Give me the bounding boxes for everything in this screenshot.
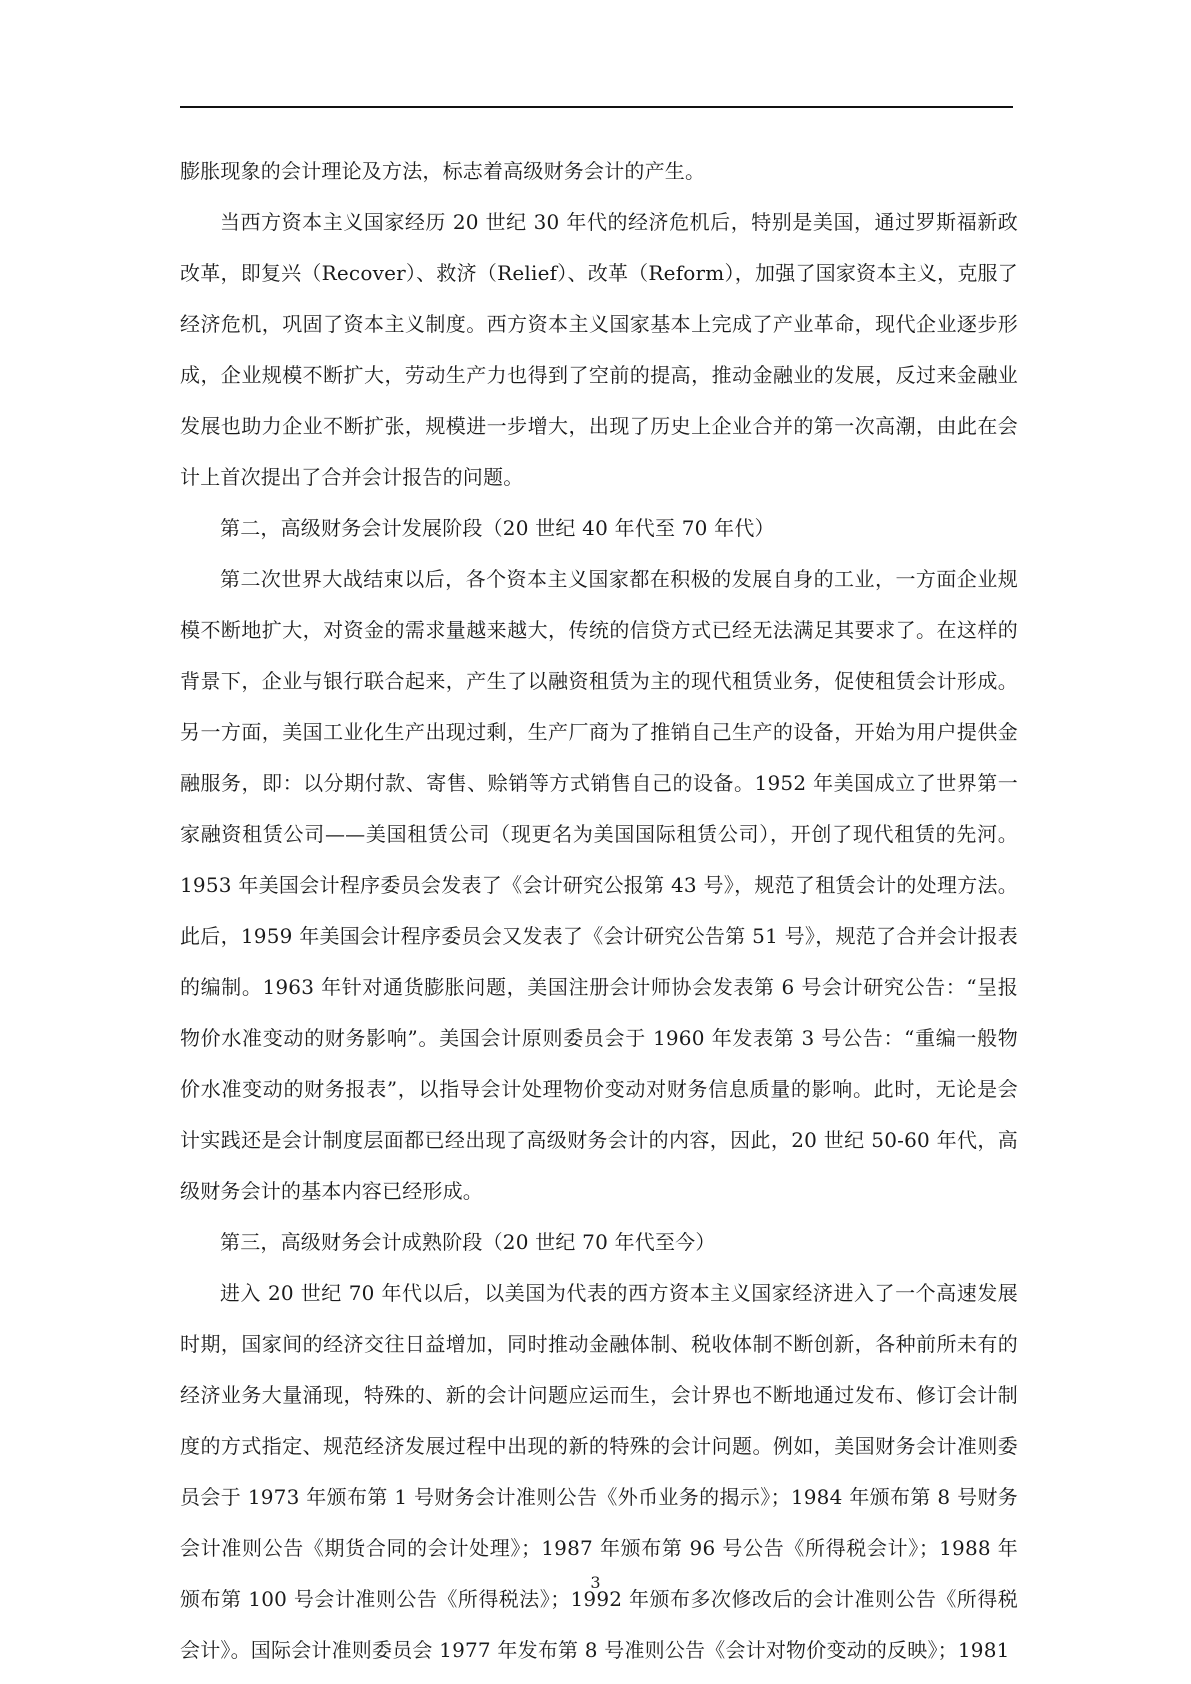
paragraph-intro-continuation: 膨胀现象的会计理论及方法，标志着高级财务会计的产生。	[180, 159, 706, 183]
paragraph-economic-crisis: 当西方资本主义国家经历 20 世纪 30 年代的经济危机后，特别是美国，通过罗斯福新政改革，即复兴（Recover）、救济（Relief）、改革（Reform），加强了国家资本主义，克服了经济危机，巩固了资本主义制度。西方资本主义国家基本上完成了产业革命，现代企业逐步形成，企业规模不断扩大，劳动生产力也得到了空前的提高，推动金融业的发展，反过来金融业发展也助力企业不断扩张，规模进一步增大，出现了历史上企业合并的第一次高潮，由此在会计上首次提出了合并会计报告的问题。	[180, 210, 1018, 489]
paragraph-seventies: 进入 20 世纪 70 年代以后，以美国为代表的西方资本主义国家经济进入了一个高速发展时期，国家间的经济交往日益增加，同时推动金融体制、税收体制不断创新，各种前所未有的经济业务大量涌现，特殊的、新的会计问题应运而生，会计界也不断地通过发布、修订会计制度的方式指定、规范经济发展过程中出现的新的特殊的会计问题。例如，美国财务会计准则委员会于 1973 年颁布第 1 号财务会计准则公告《外币业务的揭示》；1984 年颁布第 8 号财务会计准则公告《期货合同的会计处理》；1987 年颁布第 96 号公告《所得税会计》；1988 年颁布第 100 号会计准则公告《所得税法》；1992 年颁布多次修改后的会计准则公告《所得税会计》。国际会计准则委员会 1977 年发布第 8 号准则公告《会计对物价变动的反映》；1981	[180, 1281, 1018, 1662]
paragraph-post-war: 第二次世界大战结束以后，各个资本主义国家都在积极的发展自身的工业，一方面企业规模不断地扩大，对资金的需求量越来越大，传统的信贷方式已经无法满足其要求了。在这样的背景下，企业与银行联合起来，产生了以融资租赁为主的现代租赁业务，促使租赁会计形成。另一方面，美国工业化生产出现过剩，生产厂商为了推销自己生产的设备，开始为用户提供金融服务，即：以分期付款、寄售、赊销等方式销售自己的设备。1952 年美国成立了世界第一家融资租赁公司——美国租赁公司（现更名为美国国际租赁公司），开创了现代租赁的先河。1953 年美国会计程序委员会发表了《会计研究公报第 43 号》，规范了租赁会计的处理方法。此后，1959 年美国会计程序委员会又发表了《会计研究公告第 51 号》，规范了合并会计报表的编制。1963 年针对通货膨胀问题，美国注册会计师协会发表第 6 号会计研究公告：“呈报物价水准变动的财务影响”。美国会计原则委员会于 1960 年发表第 3 号公告：“重编一般物价水准变动的财务报表”，以指导会计处理物价变动对财务信息质量的影响。此时，无论是会计实践还是会计制度层面都已经出现了高级财务会计的内容，因此，20 世纪 50-60 年代，高级财务会计的基本内容已经形成。	[180, 567, 1018, 1203]
body-text	[180, 146, 1018, 1676]
section-heading-development-stage: 第二，高级财务会计发展阶段（20 世纪 40 年代至 70 年代）	[220, 516, 775, 540]
header-rule	[180, 106, 1013, 108]
page-number: 3	[590, 1573, 601, 1592]
section-heading-mature-stage: 第三，高级财务会计成熟阶段（20 世纪 70 年代至今）	[220, 1230, 716, 1254]
